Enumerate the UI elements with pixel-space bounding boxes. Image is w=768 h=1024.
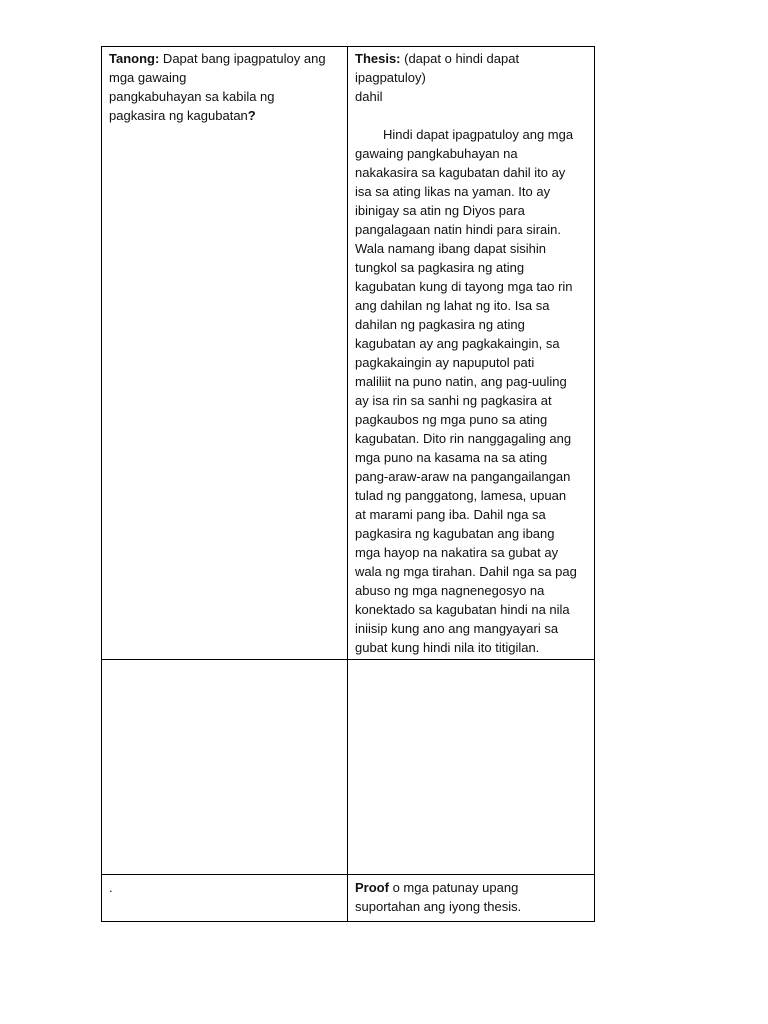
thesis-body-line: tulad ng panggatong, lamesa, upuan: [355, 488, 567, 503]
thesis-body-line: pagkaubos ng mga puno sa ating: [355, 412, 548, 427]
proof-label: Proof: [355, 880, 389, 895]
thesis-body-line: pang-araw-araw na pangangailangan: [355, 469, 571, 484]
thesis-body: [355, 125, 587, 657]
thesis-body-line: pangalagaan natin hindi para sirain.: [355, 222, 561, 237]
thesis-body-line: kagubatan ay ang pagkakaingin, sa: [355, 336, 560, 351]
question-line-3: pangkabuhayan sa kabila ng: [109, 89, 275, 104]
thesis-body-line: kagubatan kung di tayong mga tao rin: [355, 279, 573, 294]
question-label: Tanong:: [109, 51, 160, 66]
thesis-body-line: Wala namang ibang dapat sisihin: [355, 241, 547, 256]
question-cell: [102, 47, 348, 660]
thesis-body-line: nakakasira sa kagubatan dahil ito ay: [355, 165, 566, 180]
thesis-body-line: iniisip kung ano ang mangyayari sa: [355, 621, 559, 636]
proof-left-cell: [102, 875, 348, 922]
thesis-body-line: abuso ng mga nagnenegosyo na: [355, 583, 545, 598]
thesis-body-line: maliliit na puno natin, ang pag-uuling: [355, 374, 567, 389]
question-line-4: pagkasira ng kagubatan?: [109, 108, 256, 123]
thesis-body-line: gawaing pangkabuhayan na: [355, 146, 518, 161]
thesis-body-line: at marami pang iba. Dahil nga sa: [355, 507, 546, 522]
thesis-line-3: dahil: [355, 89, 383, 104]
thesis-body-line: ay isa rin sa sanhi ng pagkasira at: [355, 393, 552, 408]
worksheet-table: [101, 46, 595, 922]
thesis-body-line: tungkol sa pagkasira ng ating: [355, 260, 525, 275]
thesis-cell: [348, 47, 595, 660]
thesis-body-line: mga puno na kasama na sa ating: [355, 450, 548, 465]
thesis-body-line: kagubatan. Dito rin nanggagaling ang: [355, 431, 572, 446]
thesis-body-line: Hindi dapat ipagpatuloy ang mga: [383, 127, 574, 142]
thesis-label: Thesis:: [355, 51, 401, 66]
thesis-body-line: dahilan ng pagkasira ng ating: [355, 317, 525, 332]
thesis-body-line: pagkasira ng kagubatan ang ibang: [355, 526, 555, 541]
table-row: [102, 875, 595, 922]
thesis-body-line: gubat kung hindi nila ito titigilan.: [355, 640, 540, 655]
thesis-line-1: Thesis: (dapat o hindi dapat: [355, 51, 520, 66]
question-line-2: mga gawaing: [109, 70, 187, 85]
question-mark: ?: [247, 108, 256, 123]
thesis-body-line: konektado sa kagubatan hindi na nila: [355, 602, 570, 617]
empty-cell: [348, 660, 595, 875]
thesis-body-line: mga hayop na nakatira sa gubat ay: [355, 545, 559, 560]
empty-cell: [102, 660, 348, 875]
table-row: [102, 47, 595, 660]
proof-line-1: Proof o mga patunay upang: [355, 880, 519, 895]
thesis-body-line: wala ng mga tirahan. Dahil nga sa pag: [355, 564, 577, 579]
thesis-body-line: ibinigay sa atin ng Diyos para: [355, 203, 525, 218]
proof-cell: [348, 875, 595, 922]
thesis-body-line: pagkakaingin ay napuputol pati: [355, 355, 535, 370]
proof-line-2: suportahan ang iyong thesis.: [355, 899, 522, 914]
thesis-body-line: isa sa ating likas na yaman. Ito ay: [355, 184, 551, 199]
question-line-1: Tanong: Dapat bang ipagpatuloy ang: [109, 51, 326, 66]
table-row: [102, 660, 595, 875]
thesis-body-line: ang dahilan ng lahat ng ito. Isa sa: [355, 298, 550, 313]
thesis-line-2: ipagpatuloy): [355, 70, 426, 85]
proof-left-text: .: [109, 880, 113, 895]
